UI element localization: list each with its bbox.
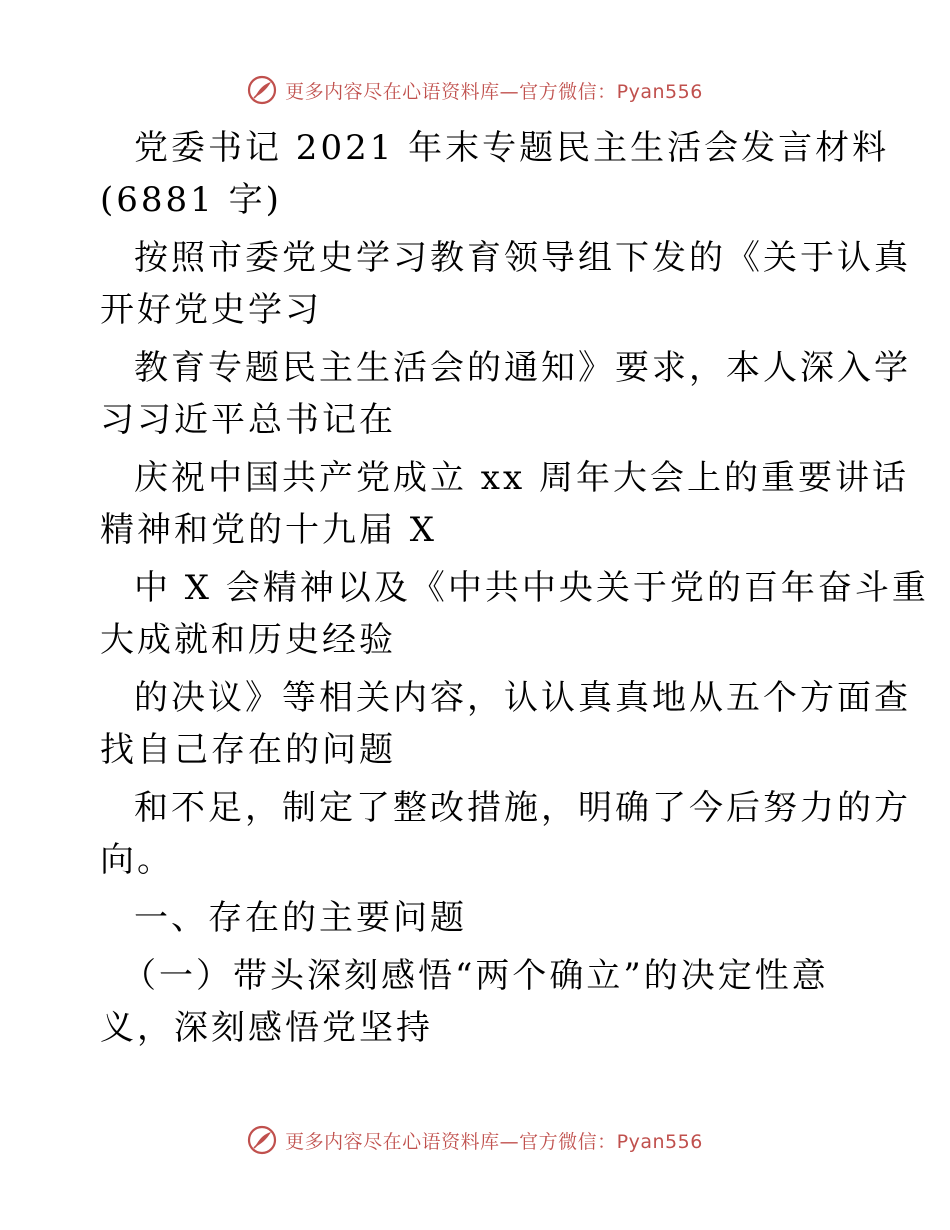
paragraph-line: 开好党史学习 (100, 290, 322, 330)
subheading-line: （一）带头深刻感悟“两个确立”的决定性意 (122, 956, 829, 996)
paragraph-line: 习习近平总书记在 (100, 400, 396, 440)
feather-pen-icon (247, 1125, 277, 1155)
paragraph-line: 按照市委党史学习教育领导组下发的《关于认真 (134, 238, 911, 278)
section-heading: 一、存在的主要问题 (134, 898, 467, 938)
paragraph-line: 找自己存在的问题 (100, 730, 396, 770)
paragraph-line: 庆祝中国共产党成立 xx 周年大会上的重要讲话 (134, 458, 909, 498)
footer-watermark (0, 1122, 950, 1158)
feather-pen-icon (247, 75, 277, 105)
document-title-line-1: 党委书记 2021 年末专题民主生活会发言材料 (134, 128, 890, 168)
watermark-text: 更多内容尽在心语资料库—官方微信：Pyan556 (285, 80, 703, 103)
subheading-line: 义，深刻感悟党坚持 (100, 1008, 433, 1048)
paragraph-line: 向。 (100, 840, 174, 880)
document-body (100, 122, 929, 1054)
paragraph-line: 教育专题民主生活会的通知》要求，本人深入学 (134, 348, 911, 388)
paragraph-line: 精神和党的十九届 X (100, 510, 438, 550)
paragraph-line: 和不足，制定了整改措施，明确了今后努力的方 (134, 788, 911, 828)
paragraph-line: 大成就和历史经验 (100, 620, 396, 660)
header-watermark (0, 72, 950, 108)
paragraph-line: 中 X 会精神以及《中共中央关于党的百年奋斗重 (134, 568, 929, 608)
paragraph-line: 的决议》等相关内容，认认真真地从五个方面查 (134, 678, 911, 718)
watermark-text: 更多内容尽在心语资料库—官方微信：Pyan556 (285, 1130, 703, 1153)
document-title-line-2: (6881 字) (100, 180, 282, 220)
